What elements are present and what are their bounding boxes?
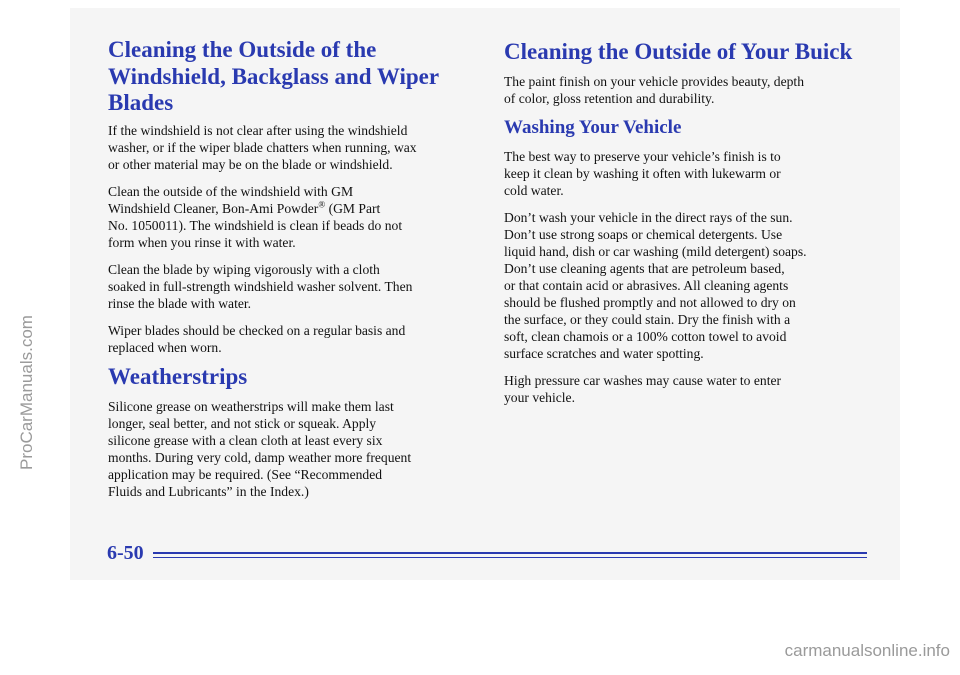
blade-clean-line1: Clean the blade by wiping vigorously with a cloth (108, 262, 380, 277)
footer-rule-thin (153, 557, 867, 558)
windshield-clean-line4: form when you rinse it with water. (108, 235, 296, 250)
blade-clean-line2: soaked in full-strength windshield washer solvent. Then (108, 279, 413, 294)
washing-best-way-line2: keep it clean by washing it often with lukewarm or (504, 166, 781, 181)
weatherstrips-title: Weatherstrips (108, 364, 248, 389)
windshield-intro-line3: or other material may be on the blade or windshield. (108, 157, 393, 172)
weatherstrips-line3: silicone grease with a clean cloth at least every six (108, 433, 383, 448)
page-number: 6-50 (107, 542, 144, 564)
washing-dont-line3: liquid hand, dish or car washing (mild detergent) soaps. (504, 244, 807, 259)
washing-best-way-line1: The best way to preserve your vehicle’s finish is to (504, 149, 781, 164)
washing-dont-line2: Don’t use strong soaps or chemical detergents. Use (504, 227, 783, 242)
side-watermark-text: ProCarManuals.com (17, 315, 36, 470)
washing-dont-line4: Don’t use cleaning agents that are petroleum based, (504, 261, 785, 276)
paint-finish-line2: of color, gloss retention and durability. (504, 91, 715, 106)
weatherstrips-line1: Silicone grease on weatherstrips will make them last (108, 399, 394, 414)
weatherstrips-line5: application may be required. (See “Recommended (108, 467, 383, 482)
windshield-intro-line2: washer, or if the wiper blade chatters when running, wax (108, 140, 417, 155)
washing-best-way-line3: cold water. (504, 183, 564, 198)
windshield-intro-line1: If the windshield is not clear after using the windshield (108, 123, 408, 138)
side-watermark (0, 0, 36, 560)
paint-finish-line1: The paint finish on your vehicle provides beauty, depth (504, 74, 804, 89)
washing-dont-line6: should be flushed promptly and not allowed to dry on (504, 295, 796, 310)
weatherstrips-line6: Fluids and Lubricants” in the Index.) (108, 484, 309, 499)
windshield-clean-line2: Windshield Cleaner, Bon-Ami Powder® (GM Part (108, 199, 381, 216)
washing-dont-line5: or that contain acid or abrasives. All cleaning agents (504, 278, 789, 293)
blade-check-line2: replaced when worn. (108, 340, 222, 355)
manual-page (70, 8, 900, 580)
washing-dont-line1: Don’t wash your vehicle in the direct rays of the sun. (504, 210, 793, 225)
windshield-clean-line3: No. 1050011). The windshield is clean if beads do not (108, 218, 403, 233)
high-pressure-line2: your vehicle. (504, 390, 575, 405)
page-footer (107, 541, 867, 571)
windshield-section-title-line2: Windshield, Backglass and Wiper (108, 64, 440, 89)
weatherstrips-line2: longer, seal better, and not stick or squeak. Apply (108, 416, 377, 431)
blade-check-line1: Wiper blades should be checked on a regular basis and (108, 323, 406, 338)
bottom-watermark: carmanualsonline.info (784, 641, 950, 660)
footer-rule-thick (153, 552, 867, 554)
windshield-section-title-line3: Blades (108, 90, 174, 115)
windshield-clean-line1: Clean the outside of the windshield with GM (108, 184, 354, 199)
washing-vehicle-title: Washing Your Vehicle (504, 117, 682, 138)
blade-clean-line3: rinse the blade with water. (108, 296, 252, 311)
outside-buick-title: Cleaning the Outside of Your Buick (504, 39, 853, 64)
windshield-section-title-line1: Cleaning the Outside of the (108, 37, 377, 62)
weatherstrips-line4: months. During very cold, damp weather more frequent (108, 450, 412, 465)
high-pressure-line1: High pressure car washes may cause water to enter (504, 373, 782, 388)
washing-dont-line9: surface scratches and water spotting. (504, 346, 704, 361)
washing-dont-line8: soft, clean chamois or a 100% cotton towel to avoid (504, 329, 787, 344)
washing-dont-line7: the surface, or they could stain. Dry the finish with a (504, 312, 791, 327)
